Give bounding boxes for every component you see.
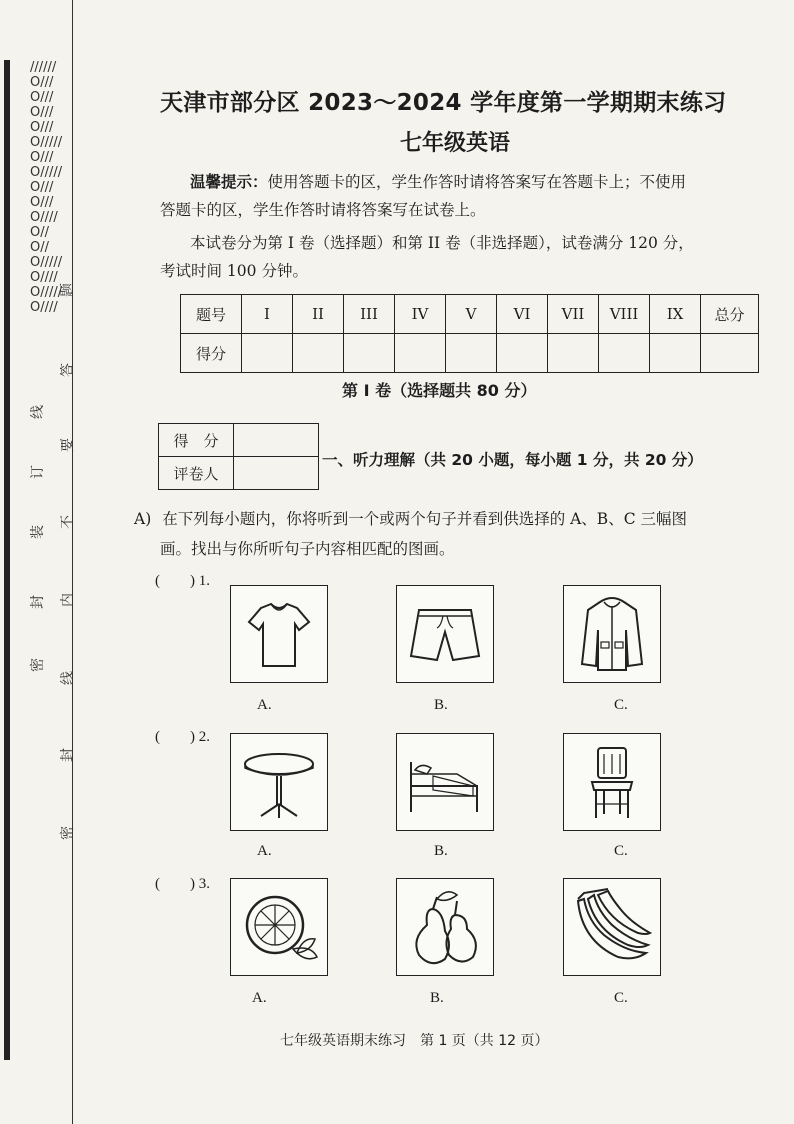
option-image-b[interactable]	[396, 585, 494, 683]
margin-label: 不	[60, 515, 76, 529]
bed-icon	[397, 734, 493, 830]
grader-name-cell[interactable]	[234, 457, 319, 490]
option-label-a: A.	[257, 697, 272, 713]
margin-label: 密	[27, 658, 47, 672]
margin-label: 封	[60, 748, 76, 762]
margin-label: 内	[60, 593, 76, 607]
score-cell[interactable]	[344, 334, 395, 373]
score-cell[interactable]	[242, 334, 293, 373]
binding-slash-line: //////O///O///O///O///O/////O///O/////O///O///O////O//O//O/////O////O/////O////	[30, 60, 63, 315]
shorts-icon	[397, 586, 493, 682]
option-image-b[interactable]	[396, 878, 494, 976]
table-icon	[231, 734, 327, 830]
score-cell[interactable]	[497, 334, 548, 373]
part-a-instruction-2: 画。找出与你所听句子内容相匹配的图画。	[160, 540, 455, 558]
pear-icon	[397, 879, 493, 975]
grader-score-label: 得 分	[159, 424, 234, 457]
grader-name-label: 评卷人	[159, 457, 234, 490]
notice-text: 使用答题卡的区，学生作答时请将答案写在答题卡上；不使用	[267, 173, 687, 191]
option-label-b: B.	[430, 990, 444, 1006]
score-row-label: 得分	[181, 334, 242, 373]
score-column: I	[242, 295, 293, 334]
option-label-a: A.	[252, 990, 267, 1006]
option-image-c[interactable]	[563, 878, 661, 976]
margin-label: 要	[60, 438, 76, 452]
score-column-total: 总分	[701, 295, 759, 334]
score-cell[interactable]	[446, 334, 497, 373]
option-image-c[interactable]	[563, 733, 661, 831]
score-cell[interactable]	[395, 334, 446, 373]
score-column: VII	[548, 295, 599, 334]
score-header-label: 题号	[181, 295, 242, 334]
notice-line-4: 考试时间 100 分钟。	[160, 262, 308, 280]
option-label-c: C.	[614, 697, 628, 713]
margin-label: 装	[27, 525, 47, 539]
notice-label: 温馨提示：	[190, 173, 268, 191]
option-image-a[interactable]	[230, 585, 328, 683]
score-column: III	[344, 295, 395, 334]
score-column: IV	[395, 295, 446, 334]
score-cell[interactable]	[548, 334, 599, 373]
grader-table	[158, 423, 319, 490]
option-label-a: A.	[257, 843, 272, 859]
score-column: II	[293, 295, 344, 334]
score-column: VIII	[599, 295, 650, 334]
margin-label: 订	[27, 465, 47, 479]
option-label-b: B.	[434, 697, 448, 713]
margin-label: 线	[27, 405, 47, 419]
question-number[interactable]: ( ) 3.	[155, 876, 210, 892]
question-number[interactable]: ( ) 1.	[155, 573, 210, 589]
score-table	[180, 294, 759, 373]
notice-line-2: 答题卡的区，学生作答时请将答案写在试卷上。	[160, 201, 486, 219]
option-label-b: B.	[434, 843, 448, 859]
notice-line-3: 本试卷分为第 I 卷（选择题）和第 II 卷（非选择题），试卷满分 120 分，	[190, 234, 694, 252]
notice-line-1	[190, 169, 686, 195]
option-image-a[interactable]	[230, 878, 328, 976]
t-shirt-icon	[231, 586, 327, 682]
margin-label: 题	[60, 283, 76, 297]
score-column: VI	[497, 295, 548, 334]
section-title: 第 I 卷（选择题共 80 分）	[342, 381, 537, 400]
score-cell[interactable]	[650, 334, 701, 373]
chair-icon	[564, 734, 660, 830]
option-label-c: C.	[614, 843, 628, 859]
margin-label: 答	[60, 363, 76, 377]
page-edge-line	[4, 60, 10, 1060]
jacket-icon	[564, 586, 660, 682]
grader-score-cell[interactable]	[234, 424, 319, 457]
margin-label: 封	[27, 595, 47, 609]
score-cell[interactable]	[701, 334, 759, 373]
option-label-c: C.	[614, 990, 628, 1006]
page-footer: 七年级英语期末练习 第 1 页（共 12 页）	[280, 1033, 549, 1049]
part-title: 一、听力理解（共 20 小题，每小题 1 分，共 20 分）	[322, 451, 703, 469]
option-image-b[interactable]	[396, 733, 494, 831]
binding-margin-border	[72, 0, 73, 1124]
score-column: V	[446, 295, 497, 334]
score-column: IX	[650, 295, 701, 334]
banana-icon	[564, 879, 660, 975]
margin-label: 密	[60, 826, 76, 840]
part-a-instruction-1	[134, 506, 687, 532]
part-a-text: 在下列每小题内，你将听到一个或两个句子并看到供选择的 A、B、C 三幅图	[162, 510, 687, 528]
part-a-marker: A)	[134, 510, 152, 528]
score-cell[interactable]	[293, 334, 344, 373]
orange-icon	[231, 879, 327, 975]
exam-subtitle: 七年级英语	[400, 131, 511, 156]
score-cell[interactable]	[599, 334, 650, 373]
question-number[interactable]: ( ) 2.	[155, 729, 210, 745]
margin-label: 线	[60, 671, 76, 685]
option-image-c[interactable]	[563, 585, 661, 683]
exam-title: 天津市部分区 2023～2024 学年度第一学期期末练习	[160, 90, 727, 116]
option-image-a[interactable]	[230, 733, 328, 831]
